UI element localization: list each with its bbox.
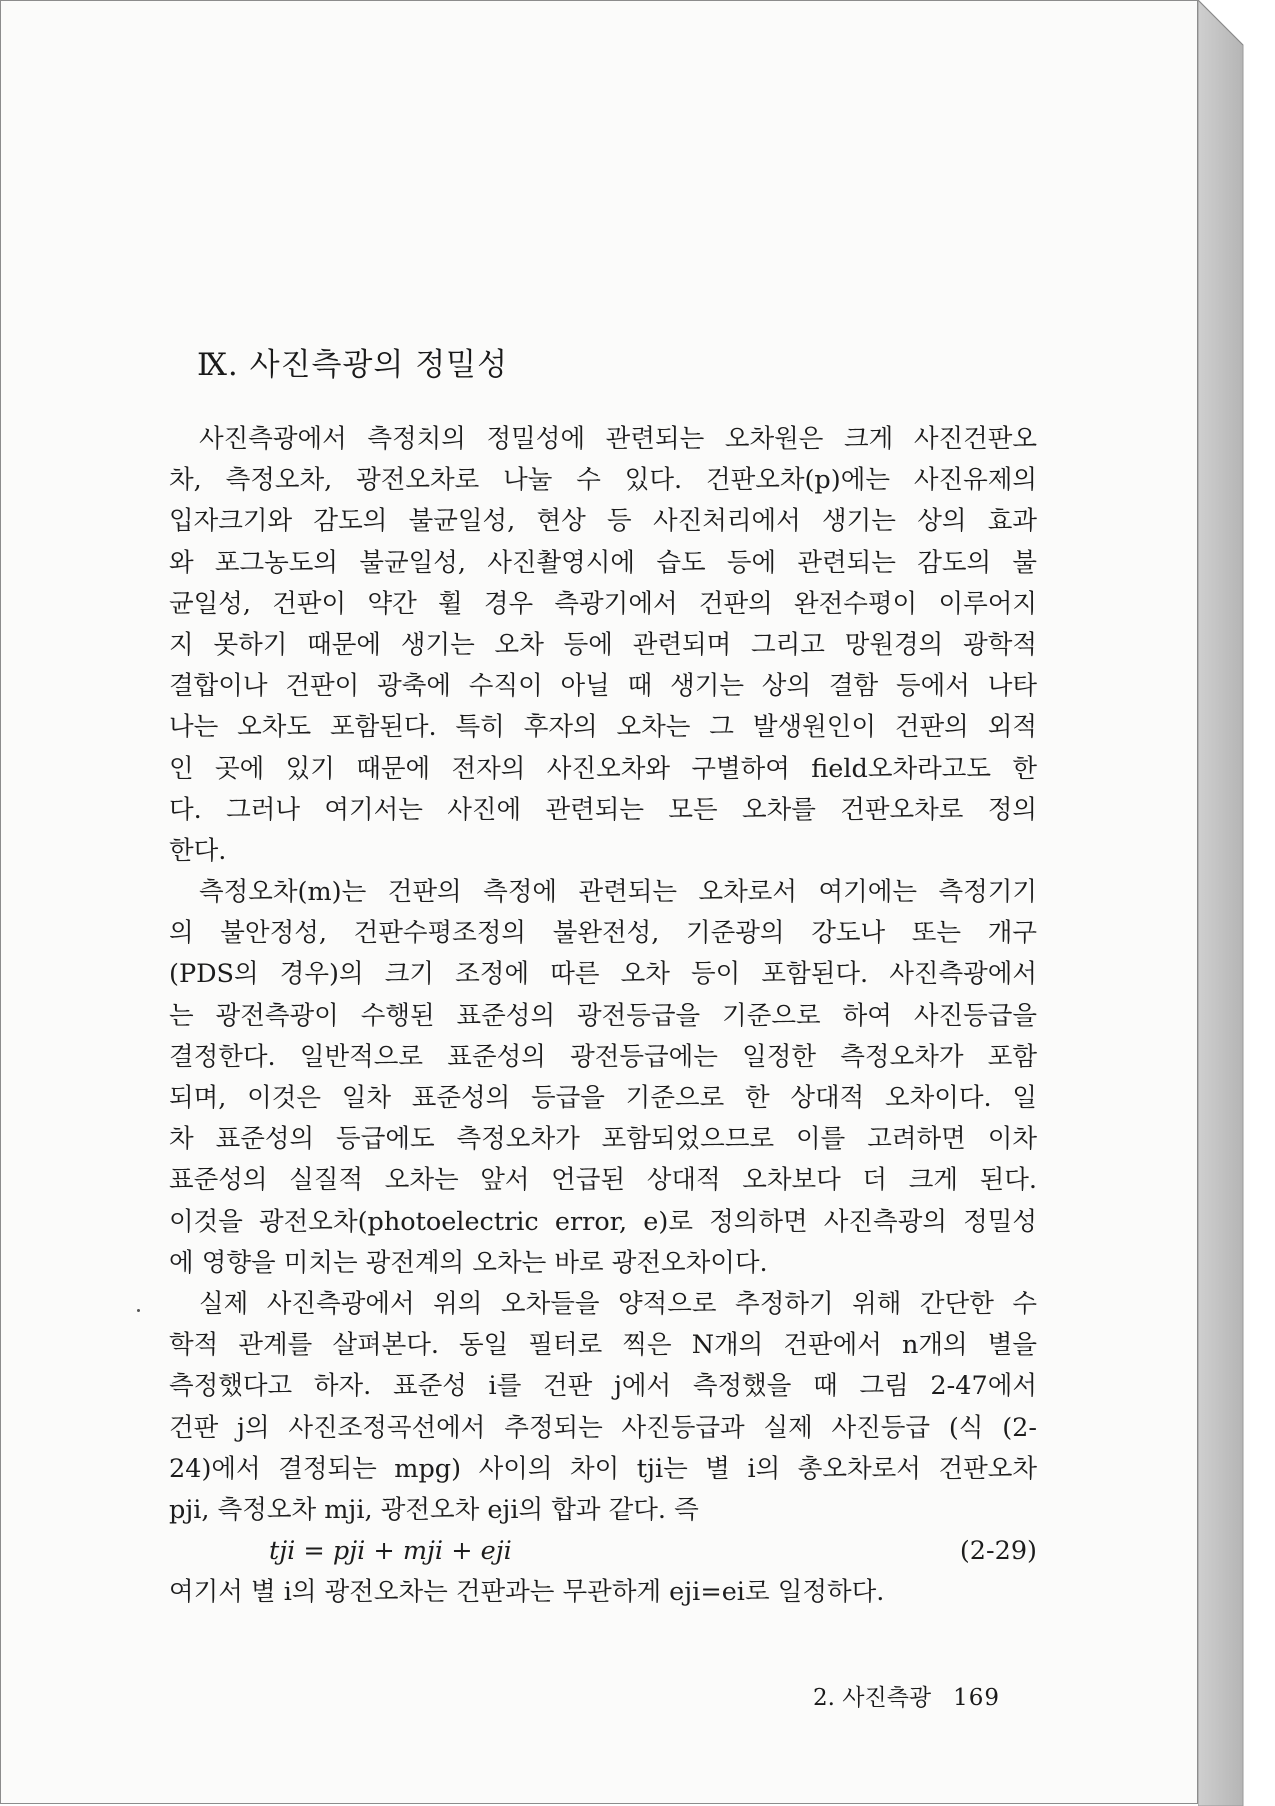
text-line: (PDS의 경우)의 크기 조정에 따른 오차 등이 포함된다. 사진측광에서 (169, 959, 1037, 990)
text-line: 인 곳에 있기 때문에 전자의 사진오차와 구별하여 field오차라고도 한 (169, 753, 1037, 784)
text-line: 에 영향을 미치는 광전계의 오차는 바로 광전오차이다. (169, 1247, 768, 1278)
text-line: 이것을 광전오차(photoelectric error, e)로 정의하면 사진측광의 정밀성 (169, 1206, 1037, 1237)
page-number: 169 (953, 1685, 1001, 1711)
body-text (169, 419, 1037, 1613)
text-line: 측정오차(m)는 건판의 측정에 관련되는 오차로서 여기에는 측정기기 (199, 877, 1037, 908)
text-line: 의 불안정성, 건판수평조정의 불완전성, 기준광의 강도나 또는 개구 (169, 918, 1037, 949)
book-spine (1198, 0, 1275, 1806)
equation-number: (2-29) (959, 1536, 1037, 1567)
text-line: 나는 오차도 포함된다. 특히 후자의 오차는 그 발생원인이 건판의 외적 (169, 712, 1037, 743)
text-line: 차 표준성의 등급에도 측정오차가 포함되었으므로 이를 고려하면 이차 (169, 1124, 1037, 1155)
equation-line (169, 1531, 1037, 1572)
text-line: 결정한다. 일반적으로 표준성의 광전등급에는 일정한 측정오차가 포함 (169, 1041, 1037, 1072)
text-line: 여기서 별 i의 광전오차는 건판과는 무관하게 eji=ei로 일정하다. (169, 1577, 885, 1608)
text-line: 다. 그러나 여기서는 사진에 관련되는 모든 오차를 건판오차로 정의 (169, 794, 1037, 825)
text-line: 24)에서 결정되는 mpg) 사이의 차이 tji는 별 i의 총오차로서 건판오차 (169, 1453, 1037, 1484)
section-title: Ⅸ. 사진측광의 정밀성 (197, 347, 509, 383)
text-line: 되며, 이것은 일차 표준성의 등급을 기준으로 한 상대적 오차이다. 일 (169, 1083, 1037, 1113)
equation-formula: tji = pji + mji + eji (269, 1536, 512, 1567)
text-line: 한다. (169, 835, 227, 866)
footer-chapter: 2. 사진측광 (813, 1685, 932, 1711)
text-line: 와 포그농도의 불균일성, 사진촬영시에 습도 등에 관련되는 감도의 불 (169, 547, 1037, 578)
page-footer (813, 1679, 1000, 1712)
spine-shape (1198, 0, 1275, 1806)
text-line: 표준성의 실질적 오차는 앞서 언급된 상대적 오차보다 더 크게 된다. (169, 1165, 1037, 1196)
text-line: 균일성, 건판이 약간 휠 경우 측광기에서 건판의 완전수평이 이루어지 (169, 588, 1037, 619)
text-line: 사진측광에서 측정치의 정밀성에 관련되는 오차원은 크게 사진건판오 (199, 424, 1037, 454)
text-line: 측정했다고 하자. 표준성 i를 건판 j에서 측정했을 때 그림 2-47에서 (169, 1371, 1037, 1402)
text-line: 건판 j의 사진조정곡선에서 추정되는 사진등급과 실제 사진등급 (식 (2- (169, 1412, 1037, 1443)
text-line: 입자크기와 감도의 불균일성, 현상 등 사진처리에서 생기는 상의 효과 (169, 506, 1037, 537)
text-line: 결합이나 건판이 광축에 수직이 아닐 때 생기는 상의 결함 등에서 나타 (169, 671, 1037, 702)
text-line: 지 못하기 때문에 생기는 오차 등에 관련되며 그리고 망원경의 광학적 (169, 629, 1037, 660)
text-line: 실제 사진측광에서 위의 오차들을 양적으로 추정하기 위해 간단한 수 (199, 1288, 1037, 1319)
text-line: pji, 측정오차 mji, 광전오차 eji의 합과 같다. 즉 (169, 1494, 699, 1525)
text-line: 는 광전측광이 수행된 표준성의 광전등급을 기준으로 하여 사진등급을 (169, 1000, 1037, 1031)
scan-speck (137, 1309, 140, 1312)
text-line: 학적 관계를 살펴본다. 동일 필터로 찍은 N개의 건판에서 n개의 별을 (169, 1330, 1037, 1361)
text-line: 차, 측정오차, 광전오차로 나눌 수 있다. 건판오차(p)에는 사진유제의 (169, 465, 1037, 496)
